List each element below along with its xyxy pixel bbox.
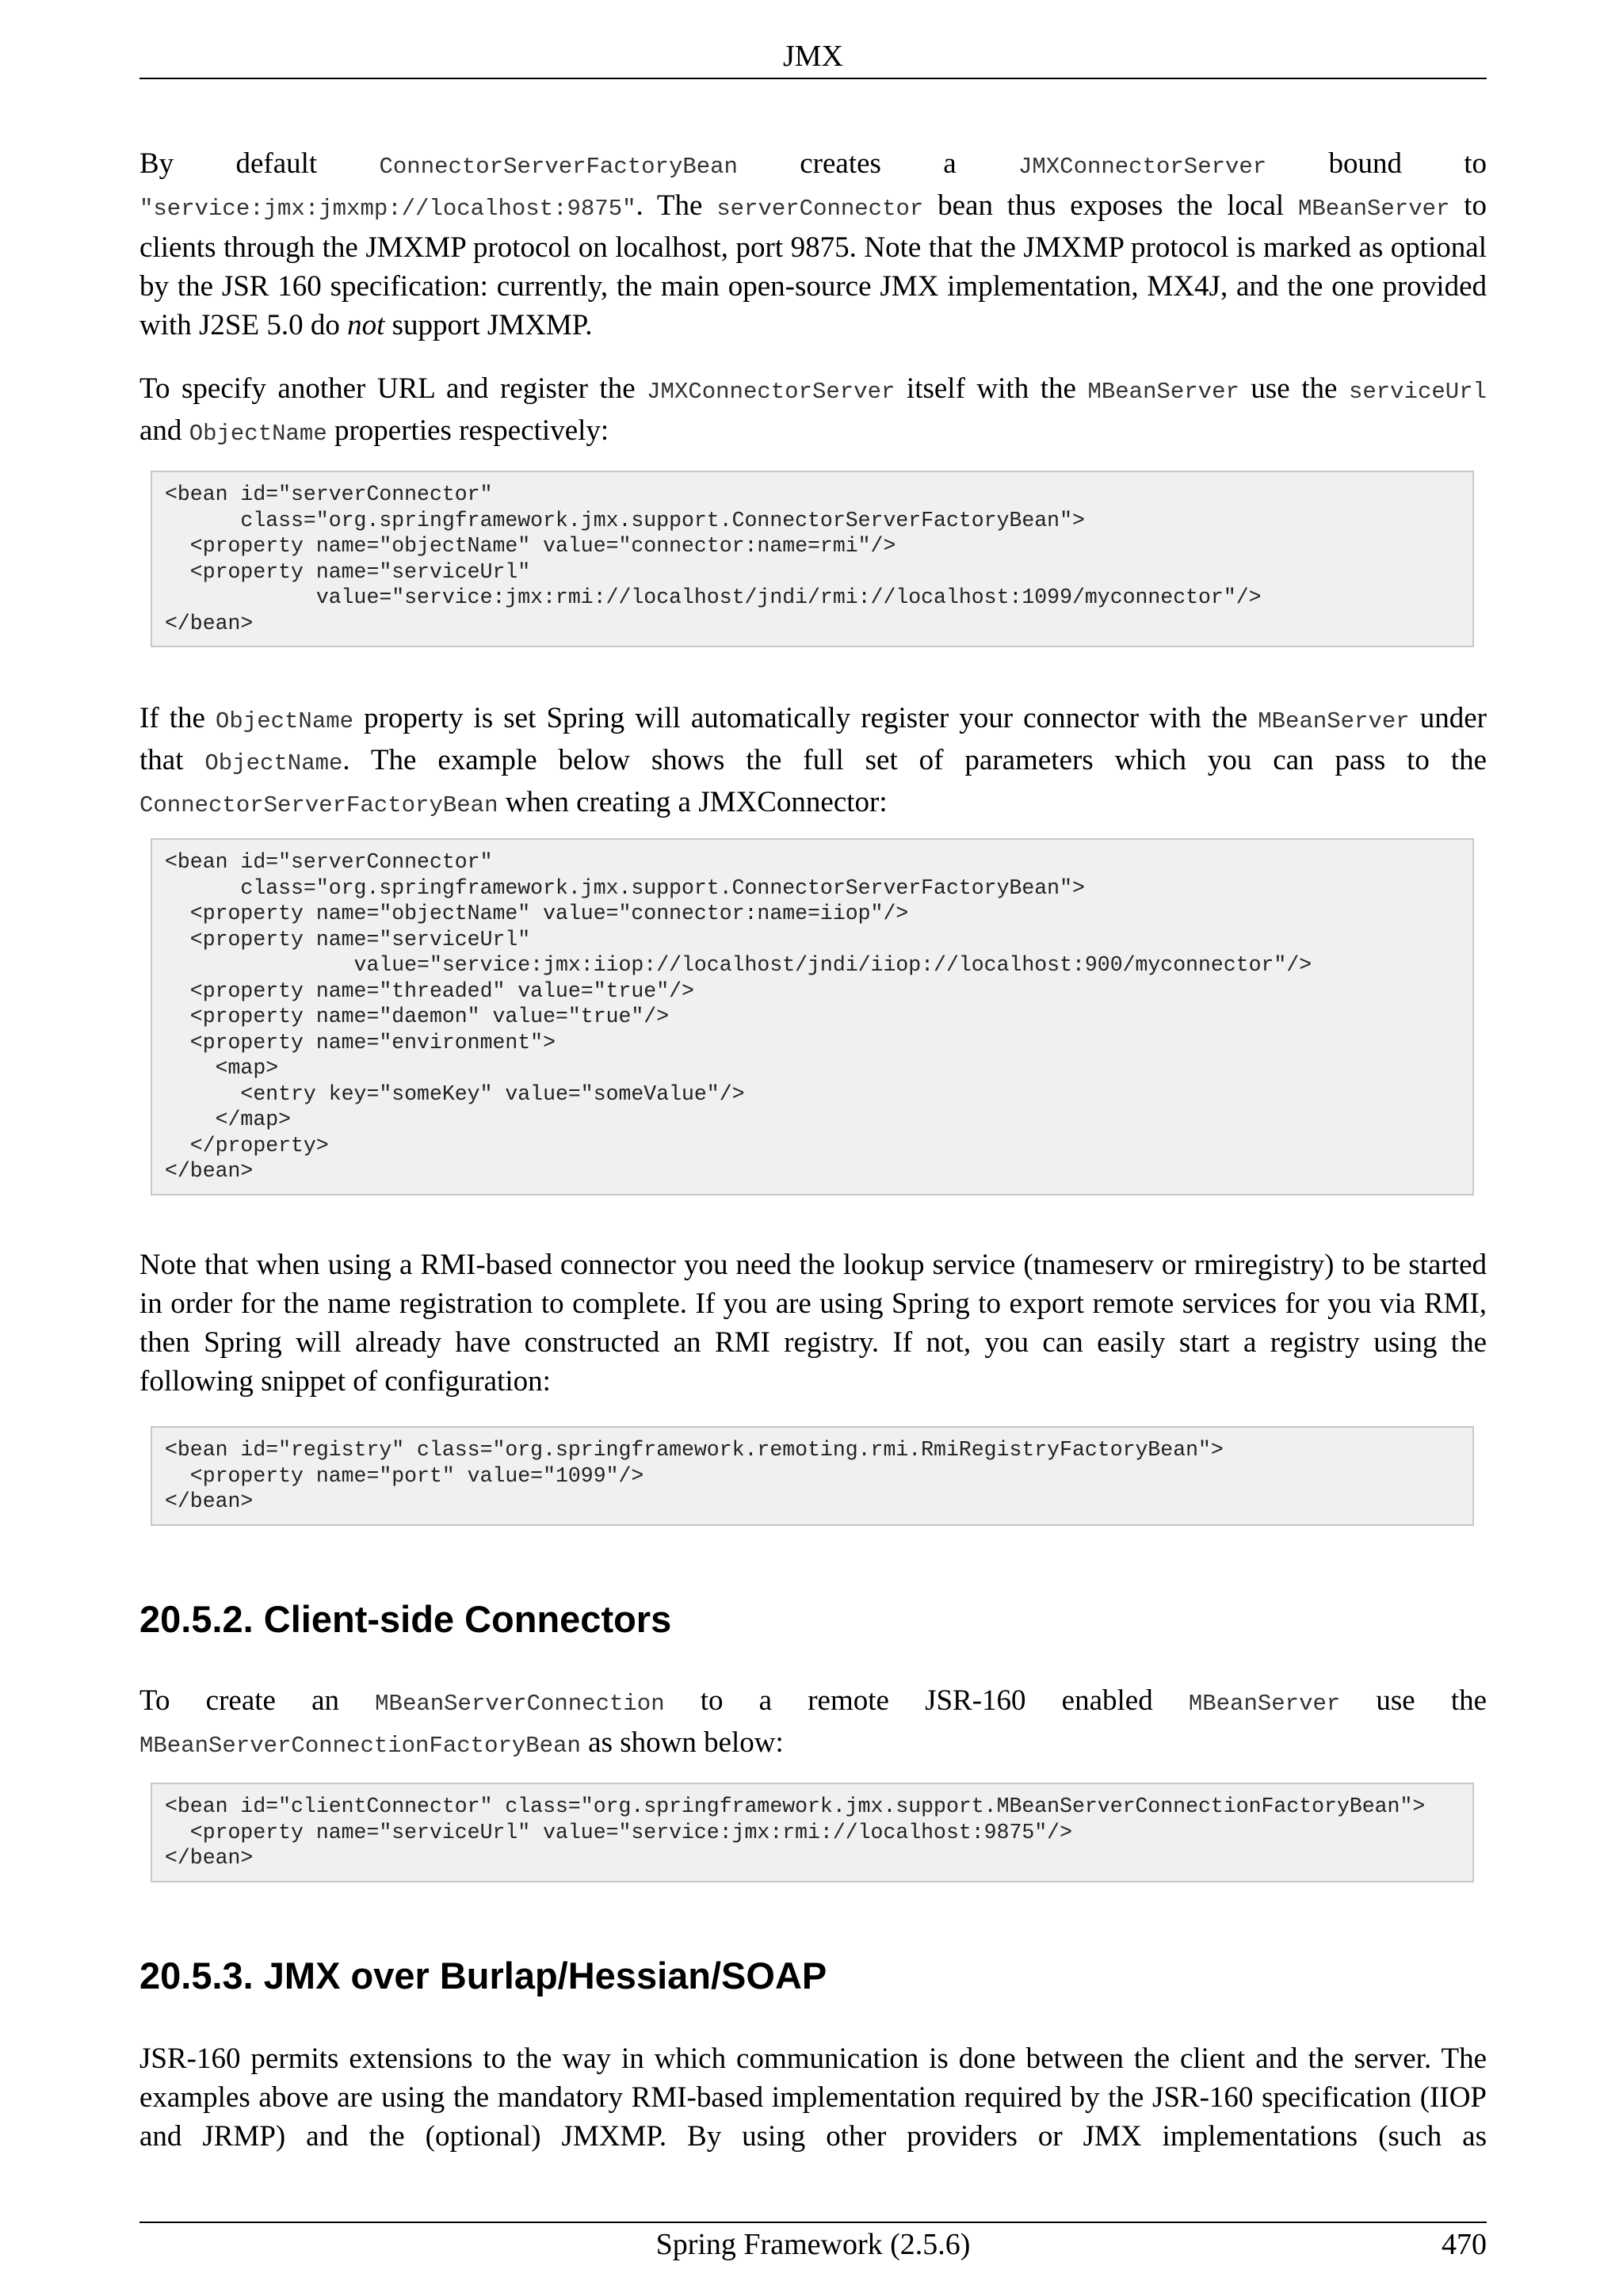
paragraph-line	[139, 1723, 1487, 1765]
text-run: when creating a JMXConnector:	[498, 786, 888, 818]
paragraph-default-connector	[139, 144, 1487, 345]
word: enabled	[1061, 1684, 1153, 1717]
inline-code: MBeanServer	[1297, 196, 1450, 222]
code-line: <bean id="serverConnector"	[165, 850, 493, 874]
word: use	[1376, 1684, 1415, 1717]
code-line: <map>	[165, 1056, 279, 1080]
text-run: and	[139, 414, 189, 447]
running-header: JMX	[782, 40, 844, 73]
paragraph-line	[139, 186, 1487, 228]
inline-code: serverConnector	[716, 196, 924, 222]
section-heading-burlap-hessian-soap: 20.5.3. JMX over Burlap/Hessian/SOAP	[139, 1955, 827, 1997]
code-line: </map>	[165, 1108, 292, 1131]
inline-code: serviceUrl	[1348, 379, 1487, 405]
code-line: value="service:jmx:iiop://localhost/jndi/iiop://localhost:900/myconnector"/>	[165, 953, 1312, 977]
code-line: <bean id="serverConnector"	[165, 482, 493, 506]
code-line: </bean>	[165, 1846, 254, 1870]
inline-code: MBeanServerConnection	[375, 1691, 665, 1717]
code-line: class="org.springframework.jmx.support.ConnectorServerFactoryBean">	[165, 508, 1085, 532]
emphasis: not	[347, 309, 385, 341]
text-run: use the	[1239, 372, 1349, 405]
word: an	[311, 1684, 340, 1717]
word: can	[1273, 744, 1314, 776]
paragraph-specify-url	[139, 369, 1487, 453]
word: By	[139, 147, 174, 180]
code-line: </bean>	[165, 611, 254, 635]
word: To	[139, 1684, 170, 1717]
word: default	[235, 147, 318, 180]
inline-code: "service:jmx:jmxmp://localhost:9875"	[139, 196, 636, 222]
word: bound	[1328, 147, 1402, 180]
text-run: property is set Spring will automatically register your connector with the	[353, 702, 1258, 734]
paragraph-objectname	[139, 699, 1487, 825]
inline-code: ObjectName	[216, 708, 354, 734]
inline-code: ConnectorServerFactoryBean	[379, 154, 738, 180]
word: to	[1464, 147, 1487, 180]
paragraph-line	[139, 411, 1487, 453]
text-run: Note that when using a RMI-based connector you need the lookup service (tnameserv or rmiregistry) to be started in order for the name registration to complete. If you are using Spring to export remote services for you via RMI, then Spring will already have constructed an RMI registry. If not, you can easily start a registry using the following snippet of configuration:	[139, 1249, 1487, 1398]
paragraph-line: that ObjectName. The example below shows the full set of parameters which you can pass to the	[139, 744, 1487, 776]
word: below	[558, 744, 630, 776]
code-line: <property name="serviceUrl"	[165, 927, 531, 952]
code-line: <bean id="registry" class="org.springframework.remoting.rmi.RmiRegistryFactoryBean">	[165, 1438, 1224, 1462]
word: example	[437, 744, 537, 776]
footer-title: Spring Framework (2.5.6)	[655, 2228, 971, 2261]
code-line: <property name="objectName" value="connector:name=iiop"/>	[165, 902, 909, 925]
text-run: as shown below:	[580, 1726, 784, 1759]
word: pass	[1335, 744, 1386, 776]
word: a	[758, 1684, 773, 1717]
paragraph-jsr160-extensions	[139, 2039, 1487, 2156]
inline-code: ConnectorServerFactoryBean	[139, 792, 498, 818]
page-number: 470	[1442, 2228, 1487, 2261]
code-line: <property name="threaded" value="true"/>	[165, 978, 694, 1003]
paragraph-body	[139, 228, 1487, 345]
code-block-registry	[151, 1426, 1474, 1526]
code-line: <bean id="clientConnector" class="org.springframework.jmx.support.MBeanServerConnectionFactoryBean">	[165, 1794, 1426, 1818]
text-run: bean thus exposes the local	[923, 189, 1298, 222]
paragraph-rmi-note	[139, 1245, 1487, 1401]
code-line: <property name="objectName" value="connector:name=rmi"/>	[165, 534, 896, 558]
inline-code: ObjectName	[204, 750, 343, 776]
section-heading-client-side: 20.5.2. Client-side Connectors	[139, 1598, 672, 1640]
code-line: <property name="daemon" value="true"/>	[165, 1005, 670, 1028]
word: the	[1450, 1684, 1487, 1717]
code-line: </property>	[165, 1133, 329, 1158]
code-line: value="service:jmx:rmi://localhost/jndi/rmi://localhost:1099/myconnector"/>	[165, 585, 1262, 609]
paragraph-line	[139, 144, 1487, 186]
text-run: properties respectively:	[327, 414, 609, 447]
word: a	[943, 147, 957, 180]
code-block-client-connector	[151, 1783, 1474, 1882]
text-run: under	[1409, 702, 1487, 734]
inline-code: MBeanServer	[1087, 379, 1239, 405]
text-run: itself with the	[895, 372, 1088, 405]
word: remote	[808, 1684, 889, 1717]
code-line: </bean>	[165, 1489, 254, 1513]
word: create	[205, 1684, 276, 1717]
inline-code: MBeanServer	[1258, 708, 1410, 734]
word: the	[1450, 744, 1487, 776]
code-line: <property name="serviceUrl"	[165, 559, 531, 584]
word: parameters	[964, 744, 1094, 776]
paragraph-line	[139, 783, 1487, 825]
text-run: support JMXMP.	[384, 309, 593, 341]
text-run: JSR-160 permits extensions to the way in which communication is done between the client and the server. The examples above are using the mandatory RMI-based implementation required by the JSR-160 specification (IIOP and JRMP) and the (optional) JMXMP. By using other providers or JMX implementations (such as	[139, 2042, 1487, 2153]
code-block-rmi-connector	[151, 471, 1474, 647]
text-run: to	[1449, 189, 1487, 222]
code-block-iiop-connector	[151, 838, 1474, 1196]
word: to	[1407, 744, 1430, 776]
inline-code: ObjectName	[189, 421, 327, 447]
word: you	[1207, 744, 1252, 776]
paragraph-line	[139, 369, 1487, 411]
code-line: <property name="environment">	[165, 1030, 556, 1055]
word: the	[746, 744, 782, 776]
inline-code: MBeanServerConnectionFactoryBean	[139, 1733, 581, 1759]
code-line: <entry key="someKey" value="someValue"/>	[165, 1081, 745, 1106]
paragraph-line	[139, 1681, 1487, 1723]
word: that	[139, 744, 184, 776]
word: of	[918, 744, 944, 776]
code-line: <property name="serviceUrl" value="service:jmx:rmi://localhost:9875"/>	[165, 1820, 1072, 1844]
word: creates	[800, 147, 881, 180]
word: shows	[651, 744, 725, 776]
text-run: If the	[139, 702, 216, 734]
header-rule	[139, 78, 1487, 79]
word: which	[1114, 744, 1186, 776]
code-line: </bean>	[165, 1159, 254, 1183]
word: full	[803, 744, 844, 776]
footer-rule	[139, 2222, 1487, 2223]
paragraph-line	[139, 699, 1487, 741]
paragraph-client-connector	[139, 1681, 1487, 1765]
inline-code: JMXConnectorServer	[647, 379, 896, 405]
code-line: <property name="port" value="1099"/>	[165, 1463, 644, 1488]
text-run: clients through the JMXMP protocol on localhost, port 9875. Note that the JMXMP protocol is marked as optional by the JSR 160 specification: currently, the main open-source JMX implementation, MX4J, and the one provided with J2SE 5.0 do	[139, 231, 1487, 341]
word: The	[370, 744, 417, 776]
word: JSR-160	[925, 1684, 1026, 1717]
text-run: . The	[636, 189, 717, 222]
code-line: class="org.springframework.jmx.support.ConnectorServerFactoryBean">	[165, 875, 1085, 900]
word: to	[700, 1684, 724, 1717]
word: set	[865, 744, 898, 776]
text-run: To specify another URL and register the	[139, 372, 647, 405]
inline-code: MBeanServer	[1188, 1691, 1341, 1717]
inline-code: JMXConnectorServer	[1018, 154, 1267, 180]
